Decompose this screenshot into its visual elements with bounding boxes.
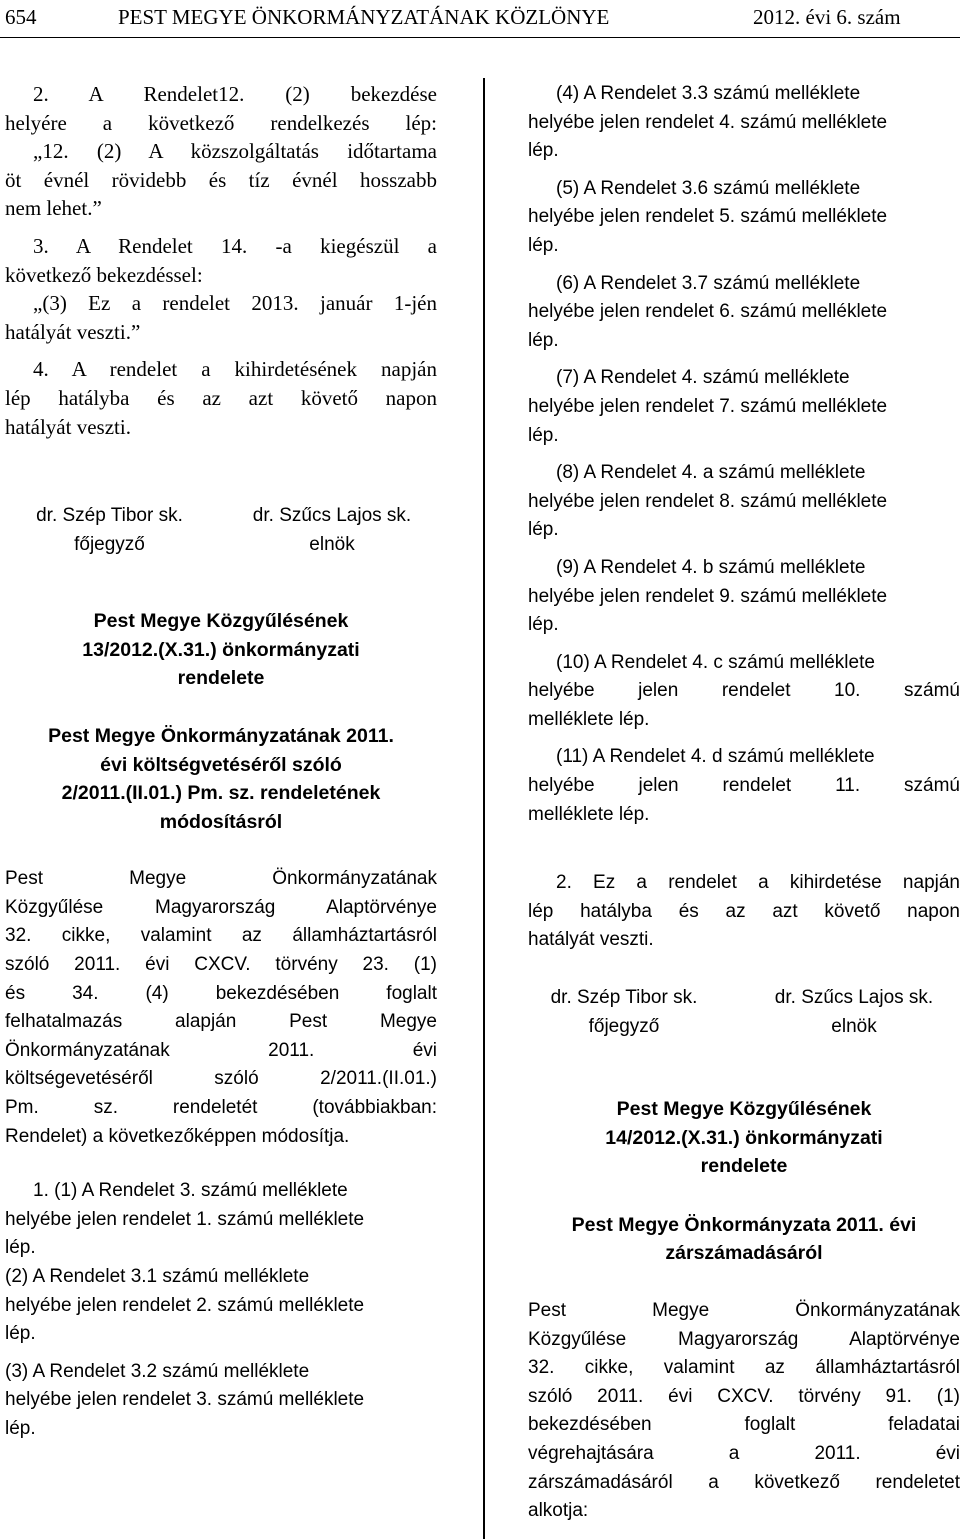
amendment-3 <box>5 1358 437 1444</box>
decree-heading <box>5 607 437 693</box>
heading-line: Pest Megye Közgyűlésének <box>616 1098 872 1121</box>
text-line: (8) A Rendelet 4. a számú melléklete <box>556 462 866 484</box>
text-line: (2) A Rendelet 3.1 számú melléklete <box>5 1266 310 1287</box>
amendment-2 <box>5 1263 437 1349</box>
signatory-name: dr. Szűcs Lajos sk. <box>774 987 934 1009</box>
text-line: lép. <box>528 614 559 636</box>
page-header <box>0 0 960 38</box>
text-line: felhatalmazás alapján Pest Megye <box>5 1011 437 1033</box>
text-line: bekezdésében foglalt feladatai <box>528 1414 960 1436</box>
text-line: Rendelet) a következőképpen módosítja. <box>5 1125 350 1147</box>
text-line: 2. Ez a rendelet a kihirdetése napján <box>556 872 960 894</box>
text-line: és 34. (4) bekezdésében foglalt <box>5 982 437 1004</box>
heading-line: rendelete <box>700 1155 788 1178</box>
signature-block <box>528 983 960 1041</box>
text-line: lép hatályba és az azt követő napon <box>528 900 960 922</box>
text-line: melléklete lép. <box>528 708 650 730</box>
text-line: (5) A Rendelet 3.6 számú melléklete <box>556 177 861 199</box>
signatory-role: főjegyző <box>588 1016 660 1038</box>
text-line: (10) A Rendelet 4. c számú melléklete <box>556 651 875 673</box>
text-line: Pest Megye Önkormányzatának <box>5 868 437 890</box>
heading-line: rendelete <box>177 667 265 690</box>
text-line: helyébe jelen rendelet 6. számú melléklete <box>528 301 888 323</box>
heading-line: 13/2012.(X.31.) önkormányzati <box>82 638 360 661</box>
column-divider <box>483 78 485 1539</box>
text-line: (6) A Rendelet 3.7 számú melléklete <box>556 272 861 294</box>
preamble-paragraph <box>528 1297 960 1526</box>
text-line: Pest Megye Önkormányzatának <box>528 1300 960 1321</box>
decree-subject-heading <box>5 722 437 836</box>
signatory-name: dr. Szép Tibor sk. <box>550 987 698 1009</box>
text-line: Közgyűlése Magyarország Alaptörvénye <box>5 896 437 918</box>
amendment-4 <box>528 80 960 166</box>
text-line: helyére a következő rendelkezés lép: <box>5 110 437 135</box>
publication-title: PEST MEGYE ÖNKORMÁNYZATÁNAK KÖZLÖNYE <box>118 5 610 29</box>
text-line: hatályát veszti. <box>528 929 654 951</box>
text-line: végrehajtására a 2011. évi <box>528 1442 960 1464</box>
section-3-paragraph <box>5 232 437 346</box>
text-line: lép hatályba és az azt követő napon <box>5 385 437 410</box>
text-line: 4. A rendelet a kihirdetésének napján <box>33 357 437 382</box>
heading-line: Pest Megye Önkormányzata 2011. évi <box>571 1213 917 1236</box>
text-line: hatályát veszti.” <box>5 319 141 344</box>
text-line: 1. (1) A Rendelet 3. számú melléklete <box>33 1180 348 1202</box>
text-line: alkotja: <box>528 1500 589 1522</box>
heading-line: zárszámadásáról <box>665 1242 823 1265</box>
text-line: 32. cikke, valamint az államháztartásról <box>528 1357 960 1379</box>
amendment-6 <box>528 270 960 356</box>
amendment-10 <box>528 649 960 735</box>
amendment-9 <box>528 554 960 640</box>
text-line: (11) A Rendelet 4. d számú melléklete <box>556 746 875 768</box>
heading-line: 14/2012.(X.31.) önkormányzati <box>605 1126 883 1149</box>
signatory-role: elnök <box>309 534 355 556</box>
signatory-name: dr. Szép Tibor sk. <box>36 505 183 527</box>
text-line: Pm. sz. rendeletét (továbbiakban: <box>5 1097 437 1119</box>
signatory-name: dr. Szűcs Lajos sk. <box>252 505 412 527</box>
text-line: lép. <box>5 1323 36 1345</box>
header-rule <box>0 37 960 38</box>
text-line: (9) A Rendelet 4. b számú melléklete <box>556 556 866 578</box>
text-line: nem lehet.” <box>5 196 102 221</box>
text-line: lép. <box>5 1417 36 1439</box>
text-line: 2. A Rendelet12. (2) bekezdése <box>33 82 437 106</box>
text-line: helyébe jelen rendelet 11. számú <box>528 775 960 797</box>
text-line: melléklete lép. <box>528 803 650 825</box>
text-line: helyébe jelen rendelet 4. számú melléklete <box>528 111 888 133</box>
text-line: 3. A Rendelet 14. -a kiegészül a <box>33 233 437 258</box>
signature-notary <box>17 501 202 559</box>
text-line: Közgyűlése Magyarország Alaptörvénye <box>528 1328 960 1350</box>
text-line: helyébe jelen rendelet 5. számú melléklete <box>528 206 888 228</box>
text-line: helyébe jelen rendelet 2. számú melléklete <box>5 1294 365 1316</box>
preamble-paragraph <box>5 865 437 1151</box>
text-line: lép. <box>528 424 559 446</box>
heading-line: 2/2011.(II.01.) Pm. sz. rendeletének <box>61 782 381 805</box>
right-column <box>528 80 960 1526</box>
signature-block <box>5 501 437 559</box>
text-line: „(3) Ez a rendelet 2013. január 1-jén <box>33 291 437 316</box>
text-line: (3) A Rendelet 3.2 számú melléklete <box>5 1360 310 1382</box>
amendment-8 <box>528 459 960 545</box>
section-4-paragraph <box>5 355 437 441</box>
text-line: zárszámadásáról a következő rendeletet <box>528 1471 960 1493</box>
signatory-role: főjegyző <box>74 534 145 556</box>
text-line: Önkormányzatának 2011. évi <box>5 1039 437 1061</box>
text-line: helyébe jelen rendelet 7. számú melléklete <box>528 395 888 417</box>
text-line: 32. cikke, valamint az államháztartásról <box>5 925 437 947</box>
signature-notary <box>528 983 720 1041</box>
heading-line: Pest Megye Közgyűlésének <box>93 610 349 633</box>
text-line: helyébe jelen rendelet 8. számú melléklete <box>528 490 888 512</box>
text-line: lép. <box>528 234 559 256</box>
text-line: hatályát veszti. <box>5 414 131 439</box>
signatory-role: elnök <box>831 1016 877 1038</box>
text-line: lép. <box>528 329 559 351</box>
section-2-paragraph-right <box>528 869 960 955</box>
text-line: öt évnél rövidebb és tíz évnél hosszabb <box>5 167 437 192</box>
text-line: lép. <box>5 1237 36 1259</box>
signature-chair <box>754 983 954 1041</box>
amendment-5 <box>528 175 960 261</box>
text-line: helyébe jelen rendelet 10. számú <box>528 680 960 702</box>
section-2-body <box>5 109 437 223</box>
text-line: szóló 2011. évi CXCV. törvény 91. (1) <box>528 1385 960 1407</box>
text-line: szóló 2011. évi CXCV. törvény 23. (1) <box>5 954 437 976</box>
text-line: következő bekezdéssel: <box>5 262 203 287</box>
section-1-amendment <box>5 1177 437 1263</box>
text-line: lép. <box>528 140 559 162</box>
text-line: helyébe jelen rendelet 3. számú melléklete <box>5 1389 365 1411</box>
text-line: helyébe jelen rendelet 9. számú melléklete <box>528 585 888 607</box>
signature-chair <box>233 501 431 559</box>
text-line: (4) A Rendelet 3.3 számú melléklete <box>556 83 861 104</box>
decree-heading <box>528 1095 960 1181</box>
text-line: „12. (2) A közszolgáltatás időtartama <box>33 139 437 164</box>
decree-subject-heading <box>528 1211 960 1268</box>
text-line: lép. <box>528 519 559 541</box>
amendment-7 <box>528 364 960 450</box>
text-line: költségevetéséről szóló 2/2011.(II.01.) <box>5 1068 437 1090</box>
heading-line: Pest Megye Önkormányzatának 2011. <box>48 724 394 747</box>
heading-line: évi költségvetéséről szóló <box>100 753 342 776</box>
text-line: helyébe jelen rendelet 1. számú melléklete <box>5 1208 365 1230</box>
section-2-paragraph <box>5 80 437 109</box>
heading-line: módosításról <box>159 810 283 833</box>
page-number: 654 <box>5 5 37 29</box>
amendment-11 <box>528 743 960 829</box>
left-column <box>5 80 437 1444</box>
text-line: (7) A Rendelet 4. számú melléklete <box>556 367 850 389</box>
issue-label: 2012. évi 6. szám <box>753 5 901 29</box>
